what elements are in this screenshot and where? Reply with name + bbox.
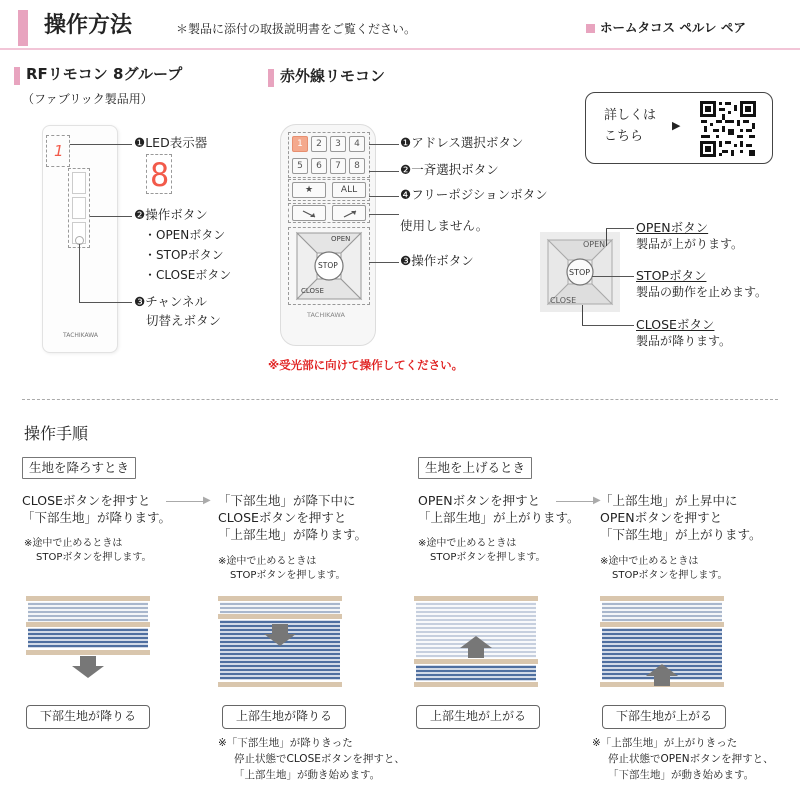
foot-right-1: ※「上部生地」が上がりきった (592, 737, 738, 749)
step1-note-1: ※途中で止めるときは (24, 538, 123, 549)
down-arrow-icon (72, 656, 104, 678)
step4-note-1: ※途中で止めるときは (600, 556, 699, 567)
step2-line-2: CLOSEボタンを押すと (218, 510, 347, 525)
product-name: ホームタコス ペルレ ペア (600, 20, 746, 35)
step1-line-1: CLOSEボタンを押すと (22, 493, 151, 508)
led-digit-small: 1 (54, 142, 64, 160)
qr-arrow-icon: ▶ (672, 119, 681, 132)
procedure-heading: 操作手順 (24, 424, 89, 443)
step1-line-2: 「下部生地」が降ります。 (22, 510, 172, 525)
address-key-2[interactable]: 2 (311, 136, 327, 152)
rf-heading: RFリモコン 8グループ (26, 65, 183, 83)
ir-operation-leader (369, 262, 399, 263)
section-divider (22, 399, 778, 400)
ir-maker-logo: TACHIKAWA (307, 311, 345, 319)
close-leader-h (582, 325, 634, 326)
label-address: ❶アドレス選択ボタン (400, 135, 524, 150)
foot-left-3: 「上部生地」が動き始めます。 (234, 769, 381, 781)
rf-remote (42, 125, 118, 353)
lower-title: 生地を降ろすとき (22, 457, 136, 479)
detail-open-title: OPENボタン (636, 220, 709, 235)
open-leader-h (606, 228, 634, 229)
rf-op-item-open: ・OPENボタン (144, 228, 226, 242)
close-leader-v (582, 305, 583, 325)
label-led: ❶LED表示器 (134, 135, 208, 150)
shade-illustration-1 (26, 596, 150, 692)
flow-arrowhead-2: ▶ (593, 495, 601, 506)
ir-stop-label: STOP (318, 261, 338, 270)
channel-leader-v (79, 244, 80, 302)
caption-1: 下部生地が降りる (26, 705, 150, 729)
shade-illustration-2 (218, 596, 342, 692)
step1-note-2: STOPボタンを押します。 (36, 552, 152, 563)
page-title: 操作方法 (44, 13, 133, 38)
flow-arrowhead-1: ▶ (203, 495, 211, 506)
header-divider (0, 48, 800, 50)
address-key-8[interactable]: 8 (349, 158, 365, 174)
tilt-right-icon (333, 206, 367, 222)
ir-remote (280, 124, 376, 346)
channel-leader-h (79, 302, 132, 303)
detail-close-desc: 製品が降ります。 (636, 334, 732, 348)
rf-maker-logo: TACHIKAWA (63, 332, 98, 339)
foot-right-3: 「下部生地」が動き始めます。 (608, 769, 755, 781)
detail-open-desc: 製品が上がります。 (636, 237, 744, 251)
step3-note-2: STOPボタンを押します。 (430, 552, 546, 563)
ir-close-label: CLOSE (301, 287, 324, 295)
free-leader (369, 196, 399, 197)
shade-illustration-4 (600, 596, 724, 692)
address-key-4[interactable]: 4 (349, 136, 365, 152)
label-free-position: ❹フリーポジションボタン (400, 187, 548, 202)
step4-line-3: 「下部生地」が上がります。 (600, 527, 762, 542)
free-position-button[interactable]: ★ (292, 182, 326, 198)
rf-stop-button[interactable] (72, 197, 86, 219)
step4-line-2: OPENボタンを押すと (600, 510, 723, 525)
qr-code-icon (699, 100, 757, 158)
operation-leader (90, 216, 132, 217)
foot-left-1: ※「下部生地」が降りきった (218, 737, 353, 749)
tilt-left-icon (293, 206, 327, 222)
all-select-button[interactable]: ALL (332, 182, 366, 198)
address-key-6[interactable]: 6 (311, 158, 327, 174)
shade-illustration-3 (414, 596, 538, 692)
led-display-large (146, 154, 172, 194)
label-channel-2: 切替えボタン (146, 313, 222, 328)
label-channel-1: ❸チャンネル (134, 294, 207, 309)
detail-close-label: CLOSE (550, 296, 577, 305)
title-accent-bar (18, 10, 28, 46)
ir-heading: 赤外線リモコン (280, 67, 386, 85)
detail-stop-desc: 製品の動作を止めます。 (636, 285, 768, 299)
detail-stop-title: STOPボタン (636, 268, 707, 283)
step4-line-1: 「上部生地」が上昇中に (600, 493, 738, 508)
brand-square-icon (586, 24, 595, 33)
rf-open-button[interactable] (72, 172, 86, 194)
rf-op-item-stop: ・STOPボタン (144, 248, 224, 262)
step2-line-3: 「上部生地」が降ります。 (218, 527, 368, 542)
flow-arrow-1 (166, 501, 206, 502)
rf-subheading: （ファブリック製品用） (22, 92, 153, 106)
page-header (0, 0, 800, 56)
qr-panel[interactable] (585, 92, 773, 164)
flow-arrow-2 (556, 501, 596, 502)
foot-left-2: 停止状態でCLOSEボタンを押すと、 (234, 753, 405, 765)
step2-note-1: ※途中で止めるときは (218, 556, 317, 567)
qr-text-1: 詳しくは (604, 108, 657, 123)
raise-title: 生地を上げるとき (418, 457, 532, 479)
qr-text-2: こちら (604, 129, 644, 144)
rf-op-item-close: ・CLOSEボタン (144, 268, 232, 282)
label-all-select: ❷一斉選択ボタン (400, 162, 499, 177)
step3-line-1: OPENボタンを押すと (418, 493, 541, 508)
step4-note-2: STOPボタンを押します。 (612, 570, 728, 581)
detail-open-label: OPEN (583, 240, 606, 249)
address-key-3[interactable]: 3 (330, 136, 346, 152)
address-leader (369, 144, 399, 145)
label-unused: 使用しません。 (400, 218, 489, 233)
ir-warning: ※受光部に向けて操作してください。 (268, 358, 464, 372)
led-display-small (46, 135, 70, 167)
manual-note: ＊製品に添付の取扱説明書をご覧ください。 (176, 22, 417, 36)
step3-line-2: 「上部生地」が上がります。 (418, 510, 580, 525)
caption-4: 下部生地が上がる (602, 705, 726, 729)
rf-section-bar (14, 67, 20, 85)
open-leader-v (606, 228, 607, 246)
address-key-1[interactable]: 1 (292, 136, 308, 152)
all-leader (369, 171, 399, 172)
caption-2: 上部生地が降りる (222, 705, 346, 729)
caption-3: 上部生地が上がる (416, 705, 540, 729)
led-leader (70, 144, 132, 145)
led-digit-large: 8 (150, 156, 170, 194)
ir-section-bar (268, 69, 274, 87)
step2-note-2: STOPボタンを押します。 (230, 570, 346, 581)
foot-right-2: 停止状態でOPENボタンを押すと、 (608, 753, 774, 765)
unused-leader (369, 214, 399, 215)
detail-stop-label: STOP (569, 268, 591, 277)
address-key-5[interactable]: 5 (292, 158, 308, 174)
ir-open-label: OPEN (331, 235, 351, 243)
unused-button-right[interactable] (332, 205, 366, 221)
step3-note-1: ※途中で止めるときは (418, 538, 517, 549)
label-rf-operation: ❷操作ボタン (134, 207, 208, 222)
address-key-7[interactable]: 7 (330, 158, 346, 174)
label-ir-operation: ❸操作ボタン (400, 253, 474, 268)
unused-button-left[interactable] (292, 205, 326, 221)
detail-close-title: CLOSEボタン (636, 317, 715, 332)
stop-leader (592, 276, 634, 277)
step2-line-1: 「下部生地」が降下中に (218, 493, 356, 508)
